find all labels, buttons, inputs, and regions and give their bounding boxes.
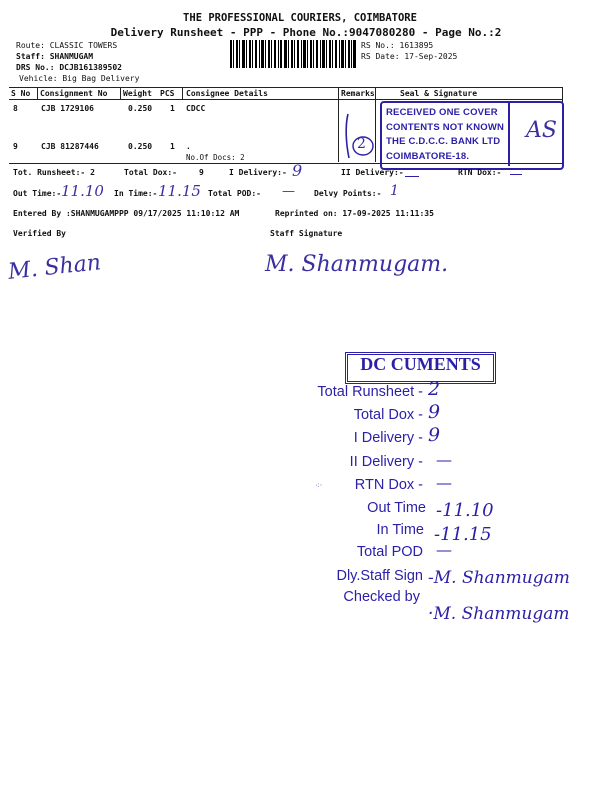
col-divider (338, 87, 339, 162)
rs-date: RS Date: 17-Sep-2025 (361, 52, 458, 61)
in-time-value: 11.15 (158, 182, 201, 200)
dc-i-delivery-label: I Delivery - (353, 430, 423, 446)
seal-text (386, 106, 504, 164)
dc-out-time-label: Out Time (367, 500, 426, 516)
seal-line: COIMBATORE-18. (386, 150, 470, 162)
drs-number: DRS No.: DCJB161389502 (16, 63, 122, 72)
rtn-dox-label: RTN Dox:- (458, 168, 502, 177)
col-divider (375, 87, 376, 162)
barcode (230, 40, 356, 72)
col-divider (120, 87, 121, 99)
staff-signature-label: Staff Signature (270, 229, 343, 238)
verified-by-label: Verified By (13, 229, 66, 238)
total-dox-value: 9 (199, 168, 204, 177)
dc-checked-by-label: Checked by (343, 589, 420, 605)
out-time-value: 11.10 (61, 182, 104, 200)
no-of-docs: No.Of Docs: 2 (186, 153, 245, 162)
reprinted-on: Reprinted on: 17-09-2025 11:11:35 (275, 209, 434, 218)
route-text: Route: CLASSIC TOWERS (16, 41, 118, 50)
staff-text: Staff: SHANMUGAM (16, 52, 94, 61)
company-title: THE PROFESSIONAL COURIERS, COIMBATORE (183, 12, 417, 24)
ii-delivery-dash (405, 176, 419, 177)
table-header-border (9, 99, 562, 100)
dc-rtn-dox-label: RTN Dox - (354, 477, 423, 493)
header-pcs: PCS (160, 89, 175, 98)
dc-ii-delivery-label: II Delivery - (349, 454, 423, 470)
row2-consignment: CJB 81287446 (41, 142, 99, 151)
out-time-label: Out Time:- (13, 189, 62, 198)
dc-total-pod-value: — (436, 540, 452, 559)
dc-checked-by-value: ·M. Shanmugam (428, 604, 570, 624)
dc-staff-sign-label: Dly.Staff Sign (336, 568, 423, 584)
rtn-dox-dash (510, 174, 522, 175)
header-sno: S No (11, 89, 31, 98)
header-weight: Weight (123, 89, 152, 98)
seal-line: THE C.D.C.C. BANK LTD (386, 136, 501, 147)
row2-weight: 0.250 (128, 142, 153, 151)
header-consignee: Consignee Details (186, 89, 268, 98)
in-time-label: In Time:- (114, 189, 158, 198)
staff-signature-handwritten: M. Shanmugam. (265, 252, 449, 277)
dc-i-delivery-value: 9 (428, 424, 441, 446)
seal-divider (508, 101, 510, 166)
total-pod-value: — (282, 184, 295, 199)
dc-in-time-value: -11.15 (434, 524, 492, 545)
verified-by-signature: M. Shan (6, 250, 103, 285)
runsheet-subtitle: Delivery Runsheet - PPP - Phone No.:9047080280 - Page No.:2 (110, 26, 502, 39)
row1-pcs: 1 (170, 104, 175, 113)
row1-weight: 0.250 (128, 104, 153, 113)
header-remarks: Remarks (341, 89, 375, 98)
col-divider (37, 87, 38, 99)
seal-line: CONTENTS NOT KNOWN (386, 121, 505, 133)
i-delivery-label: I Delivery:- (229, 168, 287, 177)
dc-ii-delivery-value: — (436, 450, 452, 469)
row2-sno: 9 (13, 142, 18, 151)
delvy-points-value: 1 (390, 183, 399, 199)
tot-runsheet: Tot. Runsheet:- 2 (13, 168, 95, 177)
delvy-points-label: Delvy Points:- (314, 189, 382, 198)
seal-initials-signature: AS (526, 118, 557, 143)
row1-consignee: CDCC (186, 104, 206, 113)
dc-total-dox-value: 9 (428, 401, 441, 423)
dc-total-dox-label: Total Dox - (353, 407, 423, 423)
dc-out-time-value: -11.10 (436, 500, 494, 521)
ii-delivery-label: II Delivery:- (341, 168, 404, 177)
total-dox-label: Total Dox:- (124, 168, 177, 177)
dc-in-time-label: In Time (376, 522, 424, 538)
row1-consignment: CJB 1729106 (41, 104, 94, 113)
rs-number: RS No.: 1613895 (361, 41, 434, 50)
dc-total-runsheet-label: Total Runsheet - (317, 384, 423, 400)
i-delivery-value: 9 (292, 161, 303, 180)
row2-consignee: . (186, 142, 191, 151)
header-seal: Seal & Signature (400, 89, 478, 98)
vehicle-text: Vehicle: Big Bag Delivery (19, 74, 140, 83)
table-top-border (9, 87, 562, 88)
header-consignment: Consignment No (40, 89, 108, 98)
ink-smudge-mark: ⁖· (315, 481, 323, 490)
dc-total-runsheet-value: 2 (428, 378, 441, 400)
dc-staff-sign-value: -M. Shanmugam (428, 568, 570, 588)
remarks-number: 2 (357, 136, 366, 152)
dc-total-pod-label: Total POD (356, 544, 423, 560)
entered-by: Entered By :SHANMUGAMPPP 09/17/2025 11:10:12 AM (13, 209, 240, 218)
row2-pcs: 1 (170, 142, 175, 151)
dc-rtn-dox-value: — (436, 473, 452, 492)
dc-cuments-title: DC CUMENTS (360, 354, 481, 374)
seal-line: RECEIVED ONE COVER (386, 107, 498, 118)
col-divider (182, 87, 183, 99)
total-pod-label: Total POD:- (208, 189, 261, 198)
row1-sno: 8 (13, 104, 18, 113)
